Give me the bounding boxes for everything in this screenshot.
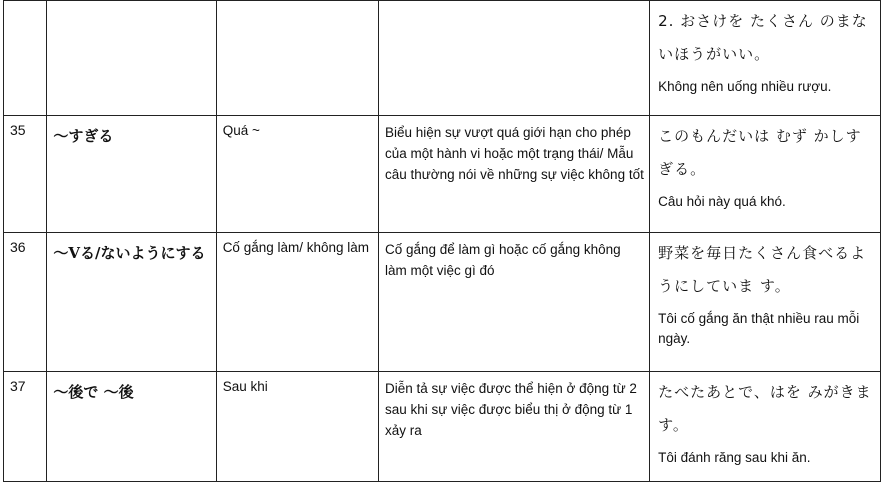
pattern-cell bbox=[47, 1, 216, 116]
usage-cell bbox=[378, 1, 649, 116]
number-cell: 36 bbox=[4, 233, 47, 372]
number-cell: 37 bbox=[4, 372, 47, 482]
table-row bbox=[4, 233, 881, 372]
usage-cell: Biểu hiện sự vượt quá giới hạn cho phép của một hành vi hoặc một trạng thái/ Mẫu câu thường nói về những sự việc không tốt bbox=[378, 116, 649, 233]
grammar-table bbox=[3, 0, 881, 482]
pattern-cell: 〜Vる/ないようにする bbox=[47, 233, 216, 372]
number-cell bbox=[4, 1, 47, 116]
meaning-cell bbox=[216, 1, 378, 116]
example-cell bbox=[650, 1, 881, 116]
example-vi: Tôi đánh răng sau khi ăn. bbox=[658, 450, 811, 465]
table-row bbox=[4, 372, 881, 482]
usage-cell: Diễn tả sự việc được thể hiện ở động từ 2 sau khi sự việc được biểu thị ở động từ 1 xảy ra bbox=[378, 372, 649, 482]
example-vi: Câu hỏi này quá khó. bbox=[658, 194, 786, 209]
example-vi: Không nên uống nhiều rượu. bbox=[658, 79, 832, 94]
example-jp: 野菜を毎日たくさん食べるようにしていま す。 bbox=[658, 244, 867, 295]
table-row bbox=[4, 116, 881, 233]
example-vi: Tôi cố gắng ăn thật nhiều rau mỗi ngày. bbox=[658, 311, 860, 346]
example-jp: 2. おさけを たくさん のまないほうがいい。 bbox=[658, 12, 868, 63]
example-jp: たべたあとで、はを みがきます。 bbox=[658, 383, 872, 434]
table-row bbox=[4, 1, 881, 116]
example-cell bbox=[650, 372, 881, 482]
usage-cell: Cố gắng để làm gì hoặc cố gắng không làm một việc gì đó bbox=[378, 233, 649, 372]
meaning-cell: Quá ~ bbox=[216, 116, 378, 233]
pattern-cell: 〜すぎる bbox=[47, 116, 216, 233]
example-jp: このもんだいは むず かしすぎる。 bbox=[658, 127, 862, 178]
meaning-cell: Sau khi bbox=[216, 372, 378, 482]
example-cell bbox=[650, 116, 881, 233]
meaning-cell: Cố gắng làm/ không làm bbox=[216, 233, 378, 372]
example-cell bbox=[650, 233, 881, 372]
number-cell: 35 bbox=[4, 116, 47, 233]
pattern-cell: 〜後で 〜後 bbox=[47, 372, 216, 482]
